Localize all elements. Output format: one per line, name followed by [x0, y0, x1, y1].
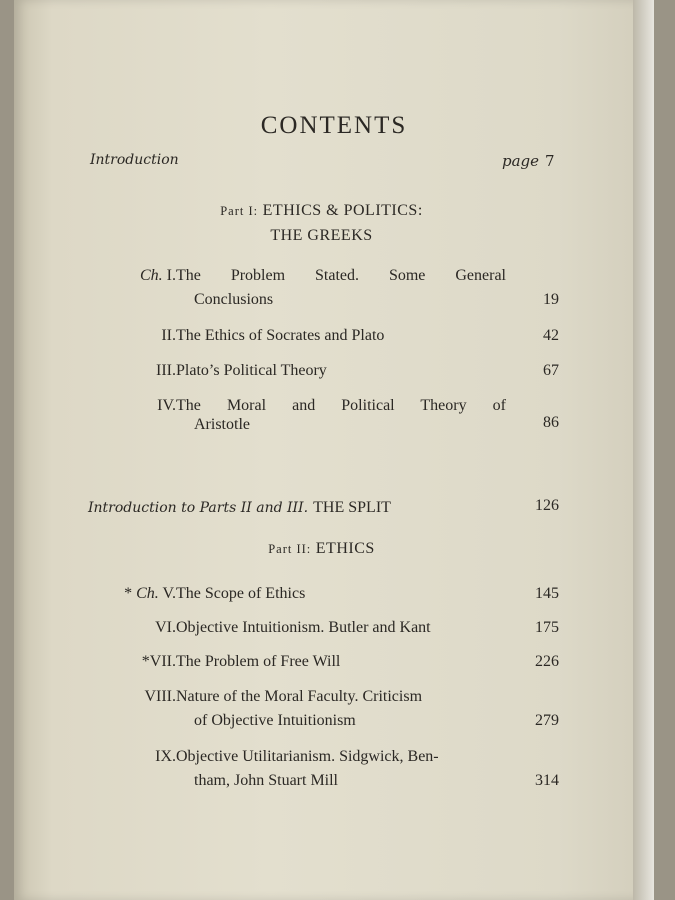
split-page: 126	[535, 497, 559, 514]
chapter-title-line2: Aristotle	[194, 416, 250, 433]
chapter-numeral: VI.	[155, 619, 176, 636]
chapter-title: Plato’s Political Theory	[176, 362, 327, 379]
chapter-title: Objective Intuitionism. Butler and Kant	[176, 619, 431, 636]
chapter-page: 226	[535, 653, 559, 670]
chapter-page: 86	[543, 414, 559, 431]
chapter-numeral: IV.	[157, 397, 176, 414]
page-word: page	[502, 152, 540, 170]
part2-label: Part II:	[268, 542, 312, 556]
book-page	[14, 0, 654, 900]
part1-subtitle: THE GREEKS	[270, 227, 373, 244]
chapter-title-line2: of Objective Intuitionism	[194, 712, 356, 729]
important-marker: *	[124, 585, 133, 602]
chapter-title-line1: Objective Utilitarianism. Sidgwick, Ben-	[176, 748, 439, 765]
chapter-title: The Ethics of Socrates and Plato	[176, 327, 385, 344]
split-intro: Introduction to Parts II and III.	[88, 500, 309, 516]
chapter-page: 67	[543, 362, 559, 379]
chapter-title-line1: Nature of the Moral Faculty. Criticism	[176, 688, 423, 705]
introduction-label: Introduction	[90, 152, 179, 168]
part1-label: Part I:	[220, 204, 259, 218]
chapter-numeral: VII.	[149, 653, 176, 670]
important-marker: *	[141, 653, 150, 670]
page-title: CONTENTS	[260, 112, 408, 139]
chapter-page: 314	[535, 772, 559, 789]
chapter-number	[64, 585, 176, 603]
introduction-page	[502, 152, 555, 170]
part1-heading	[14, 202, 629, 220]
chapter-numeral: V.	[162, 585, 176, 602]
chapter-numeral: I.	[166, 267, 176, 284]
chapter-title-line1: The Problem Stated. Some General	[176, 267, 506, 284]
chapter-title: The Scope of Ethics	[176, 585, 306, 602]
part2-heading	[14, 540, 629, 558]
chapter-numeral: IX.	[155, 748, 176, 765]
split-title: THE SPLIT	[313, 499, 391, 516]
chapter-prefix: Ch.	[140, 267, 163, 284]
chapter-title-line2: Conclusions	[194, 291, 274, 308]
chapter-page: 175	[535, 619, 559, 636]
chapter-number	[64, 653, 176, 671]
introduction-page-number: 7	[545, 152, 555, 170]
split-entry	[88, 497, 391, 517]
chapter-number	[74, 267, 176, 285]
chapter-numeral: VIII.	[144, 688, 176, 705]
chapter-title-line1: The Moral and Political Theory of	[176, 397, 506, 414]
part1-title: ETHICS & POLITICS:	[262, 202, 423, 219]
chapter-numeral: II.	[161, 327, 176, 344]
chapter-prefix: Ch.	[136, 585, 159, 602]
chapter-title-line2: tham, John Stuart Mill	[194, 772, 338, 789]
chapter-title: The Problem of Free Will	[176, 653, 341, 670]
chapter-page: 42	[543, 327, 559, 344]
chapter-numeral: III.	[156, 362, 176, 379]
chapter-page: 145	[535, 585, 559, 602]
part2-title: ETHICS	[315, 540, 375, 557]
chapter-page: 279	[535, 712, 559, 729]
chapter-page: 19	[543, 291, 559, 308]
